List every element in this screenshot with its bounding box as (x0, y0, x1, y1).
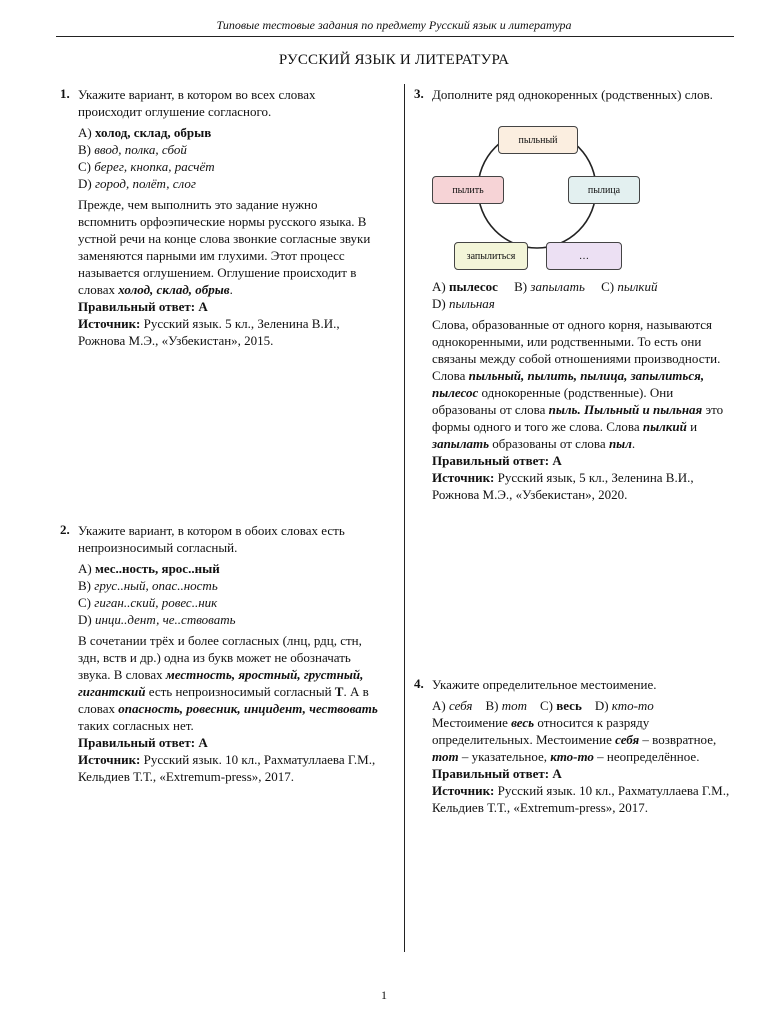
q4-number: 4. (414, 676, 424, 691)
q2-stem: Укажите вариант, в котором в обоих словах есть непроизносимый согласный. (78, 523, 345, 555)
q2-option-b: B) грус..ный, опас..ность (78, 578, 218, 593)
q1-option-d: D) город, полёт, слог (78, 176, 196, 191)
q2-answer: Правильный ответ: A (78, 735, 208, 750)
question-1 (78, 86, 378, 349)
q4-answer: Правильный ответ: A (432, 766, 562, 781)
column-divider (404, 84, 405, 952)
node-bottom-left: запылиться (454, 242, 528, 270)
q1-explanation: Прежде, чем выполнить это задание нужно вспомнить орфоэпические нормы русского языка. В устной речи на конце слова звонкие согласные звуки заменяются парными им глухими. Этот процесс называется оглушением. Оглушение происходит в словах холод, склад, обрыв. (78, 197, 371, 297)
q4-options-row: A) себя B) тот C) весь D) кто-то (432, 698, 654, 713)
question-3 (432, 86, 732, 103)
q2-number: 2. (60, 522, 70, 537)
q2-option-c: C) гиган..ский, ровес..ник (78, 595, 218, 610)
page-header: Типовые тестовые задания по предмету Русский язык и литература (216, 18, 572, 32)
node-bottom-right: … (546, 242, 622, 270)
q1-answer: Правильный ответ: A (78, 299, 208, 314)
q1-stem: Укажите вариант, в котором во всех словах происходит оглушение согласного. (78, 87, 316, 119)
q2-explanation: В сочетании трёх и более согласных (лнц, рдц, стн, здн, вств и др.) одна из букв может не обозначать звука. В словах местность, яростный, грустный, гигантский есть непроизносимый согласный Т. А в словах опасность, ровесник, инцидент, чествовать таких согласных нет. (78, 633, 378, 733)
q2-option-a: A) мес..ность, ярос..ный (78, 561, 220, 576)
question-3-body (432, 278, 732, 503)
q3-explanation: Слова, образованные от одного корня, называются однокоренными, или родственными. То есть они связаны между собой отношениями производности. Слова пыльный, пылить, пылица, запылиться, пылесос однокоренные (родственные). Они образованы от слова пыль. Пыльный и пыльная это формы одного и того же слова. Слова пылкий и запылать образованы от слова пыл. (432, 317, 724, 451)
q2-source: Источник: Русский язык. 10 кл., Рахматуллаева Г.М., Кельдиев Т.Т., «Extremum-press», 2017. (78, 752, 376, 784)
q3-option-d: D) пыльная (432, 296, 495, 311)
q4-explanation: Местоимение весь относится к разряду определительных. Местоимение себя – возвратное, тот – указательное, кто-то – неопределённое. (432, 715, 717, 764)
q1-number: 1. (60, 86, 70, 101)
q1-source: Источник: Русский язык. 5 кл., Зеленина В.И., Рожнова М.Э., «Узбекистан», 2015. (78, 316, 340, 348)
question-4 (432, 676, 732, 816)
node-right: пылица (568, 176, 640, 204)
question-2 (78, 522, 378, 785)
q1-option-b: B) ввод, полка, сбой (78, 142, 187, 157)
page-number: 1 (381, 988, 387, 1002)
q3-options-row: A) пылесос B) запылать C) пылкий (432, 279, 658, 294)
q3-stem: Дополните ряд однокоренных (родственных) слов. (432, 87, 713, 102)
header-rule (56, 36, 734, 37)
q2-option-d: D) инци..дент, че..ствовать (78, 612, 236, 627)
q4-source: Источник: Русский язык. 10 кл., Рахматуллаева Г.М., Кельдиев Т.Т., «Extremum-press», 2017. (432, 783, 730, 815)
q3-number: 3. (414, 86, 424, 101)
q3-source: Источник: Русский язык, 5 кл., Зеленина В.И., Рожнова М.Э., «Узбекистан», 2020. (432, 470, 694, 502)
q3-answer: Правильный ответ: A (432, 453, 562, 468)
node-top: пыльный (498, 126, 578, 154)
q4-stem: Укажите определительное местоимение. (432, 677, 657, 692)
node-left: пылить (432, 176, 504, 204)
q1-option-a: A) холод, склад, обрыв (78, 125, 212, 140)
q1-option-c: C) берег, кнопка, расчёт (78, 159, 215, 174)
page-title: РУССКИЙ ЯЗЫК И ЛИТЕРАТУРА (278, 52, 510, 68)
